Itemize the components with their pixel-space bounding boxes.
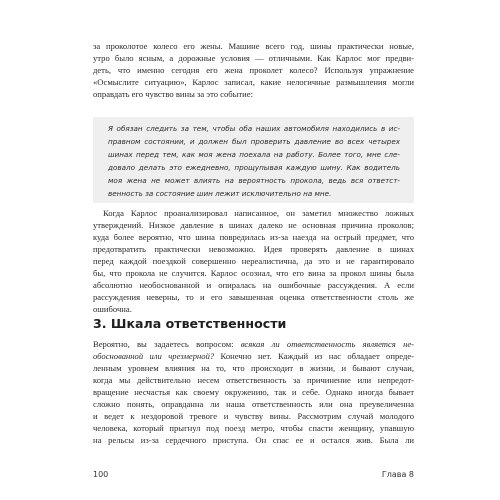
section-heading: 3. Шкала ответственности: [93, 316, 287, 331]
text-line: ленным уровнем влияния на то, что происходит в жизни, и бывают случаи,: [93, 363, 414, 373]
text-line: перед каждой поездкой совершенно нереалистична, да это и не гарантировало: [93, 256, 414, 266]
text-line: абсолютно необоснованной и опиралась на ошибочные рассуждения. А если: [93, 280, 414, 290]
text-line: утверждений. Низкое давление в шинах далеко не основная причина проколов;: [93, 220, 414, 230]
text-line: оправдать его чувство вины за это событие:: [93, 89, 253, 99]
text-line: бы, что прокола не случится. Карлос осознал, что его вина за прокол шины была: [93, 268, 414, 278]
text-run: Конечно нет. Каждый из нас обладает опреде-: [214, 351, 414, 361]
text-line: и ведет к нездоровой тревоге и чувству вины. Рассмотрим случай молодого: [93, 411, 414, 421]
text-line: [93, 350, 414, 362]
text-line: рассуждения неверны, то и его завышенная оценка ответственности столь же: [93, 292, 414, 302]
text-line: вращение несчастья как своему окружению, так и себе. Однако иногда бывает: [93, 387, 414, 397]
quote-line: шинах перед тем, как моя жена поехала на работу. Более того, мне сле-: [108, 150, 400, 159]
text-line: ошибочна.: [93, 304, 132, 314]
text-line: предотвратить практически невозможно. Идея проверять давление в шинах: [93, 244, 414, 254]
quote-box: [93, 117, 414, 203]
text-line: Когда Карлос проанализировал написанное, он заметил множество ложных: [103, 208, 414, 218]
text-line: деть, что именно сегодня его жена проколет колесо? Используя упражнение: [93, 65, 414, 75]
text-line: «Осмыслите ситуацию», Карлос записал, какие нелогичные размышления могли: [93, 77, 414, 87]
quote-line: венность за состояние шин лежит исключительно на мне.: [108, 189, 332, 198]
quote-line: правном состоянии, и должен был проверить давление во всех четырех: [108, 137, 400, 146]
text-line: сложно понять, оправданна ли наша ответственность или она преувеличенна: [93, 399, 414, 409]
page-number: 100: [93, 470, 109, 479]
text-line: [93, 338, 414, 350]
quote-line: моя жена не может влиять на вероятность прокола, ведь вся ответст-: [108, 176, 400, 185]
emphasis-text: обоснованной или чрезмерной?: [93, 351, 215, 361]
text-line: человека, который прыгнул под поезд метро, чтобы спасти женщину, упавшую: [93, 423, 414, 433]
text-line: куда более вероятно, что шина повредилась из-за наезда на острый предмет, что: [93, 232, 414, 242]
emphasis-text: всякая ли ответственность является не-: [240, 339, 415, 349]
text-line: утро было ясным, а дорожные условия — отличными. Как Карлос мог предви-: [93, 53, 414, 63]
running-footer-chapter: Глава 8: [381, 470, 414, 479]
text-run: Вероятно, вы задаетесь вопросом:: [93, 339, 241, 349]
quote-line: довало делать это ежедневно, прощупывая каждую шину. Как водитель: [108, 163, 400, 172]
text-line: когда мы действительно несем ответственность за причинение или непредот-: [93, 375, 414, 385]
text-line: на рельсы из-за сердечного приступа. Он спас ее и остался жив. Была ли: [93, 435, 414, 445]
quote-line: Я обязан следить за тем, чтобы оба наших автомобиля находились в ис-: [108, 124, 400, 133]
text-line: за проколотое колесо его жены. Машине всего год, шины практически новые,: [93, 41, 414, 51]
